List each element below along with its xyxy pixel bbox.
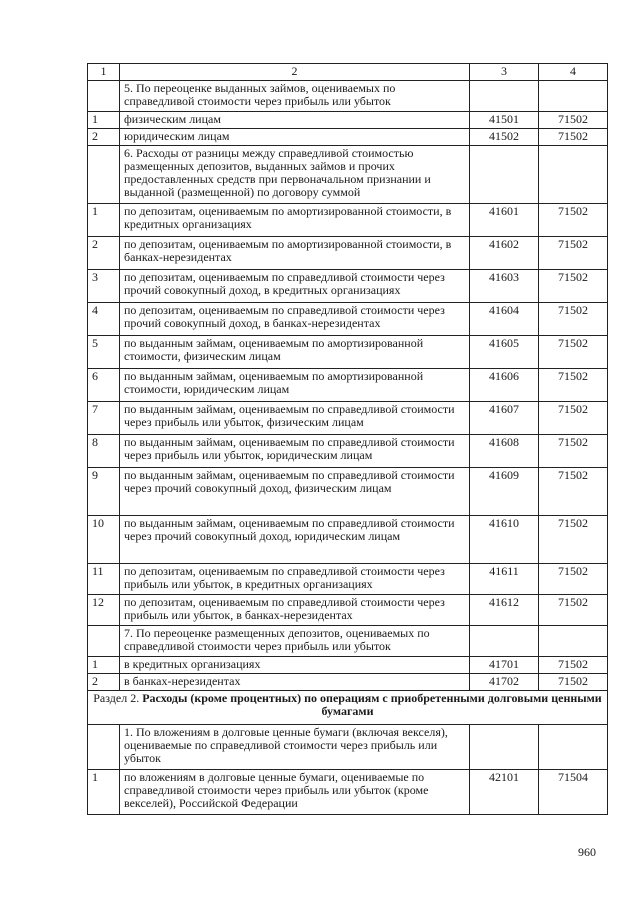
table-row: 11 по депозитам, оцениваемым по справедливой стоимости через прибыль или убыток, в кредитных организациях 41611 71502 [88,564,608,595]
header-cell-4: 4 [539,64,608,81]
account-table [87,63,608,815]
table-row: 10 по выданным займам, оцениваемым по справедливой стоимости через прочий совокупный доход, юридическим лицам 41610 71502 [88,516,608,564]
section-prefix: Раздел 2. [93,691,143,705]
table-row: 1 по вложениям в долговые ценные бумаги, оцениваемые по справедливой стоимости через прибыль или убыток (кроме векселей), Российской Федерации 42101 71504 [88,770,608,815]
table-row: 4 по депозитам, оцениваемым по справедливой стоимости через прочий совокупный доход, в банках-нерезидентах 41604 71502 [88,303,608,336]
table-row: 6 по выданным займам, оцениваемым по амортизированной стоимости, юридическим лицам 41606 71502 [88,369,608,402]
table-row: 1. По вложениям в долговые ценные бумаги (включая векселя), оцениваемые по справедливой стоимости через прибыль или убыток [88,725,608,770]
header-cell-2: 2 [120,64,470,81]
table-row: 2 в банках-нерезидентах 41702 71502 [88,674,608,691]
table-row: 1 в кредитных организациях 41701 71502 [88,657,608,674]
header-cell-3: 3 [470,64,539,81]
table-header-row [88,64,608,81]
table-row: 3 по депозитам, оцениваемым по справедливой стоимости через прочий совокупный доход, в кредитных организациях 41603 71502 [88,270,608,303]
table-row: 1 физическим лицам 41501 71502 [88,112,608,129]
table-row: 9 по выданным займам, оцениваемым по справедливой стоимости через прочий совокупный доход, физическим лицам 41609 71502 [88,468,608,516]
table-row: 5. По переоценке выданных займов, оцениваемых по справедливой стоимости через прибыль или убыток [88,81,608,112]
table-row: 2 по депозитам, оцениваемым по амортизированной стоимости, в банках-нерезидентах 41602 71502 [88,237,608,270]
page-number: 960 [578,845,596,859]
table-row: 8 по выданным займам, оцениваемым по справедливой стоимости через прибыль или убыток, юридическим лицам 41608 71502 [88,435,608,468]
section-heading-row [88,691,608,725]
table-row: 1 по депозитам, оцениваемым по амортизированной стоимости, в кредитных организациях 41601 71502 [88,204,608,237]
table-row: 7 по выданным займам, оцениваемым по справедливой стоимости через прибыль или убыток, физическим лицам 41607 71502 [88,402,608,435]
table-row: 2 юридическим лицам 41502 71502 [88,129,608,146]
section-title: Расходы (кроме процентных) по операциям с приобретенными долговыми ценными бумагами [142,691,602,718]
table-row: 12 по депозитам, оцениваемым по справедливой стоимости через прибыль или убыток, в банках-нерезидентах 41612 71502 [88,595,608,626]
table-row: 6. Расходы от разницы между справедливой стоимостью размещенных депозитов, выданных займов и прочих предоставленных средств при первоначальном признании и выданной (размещенной) по договору суммой [88,146,608,204]
table-row: 5 по выданным займам, оцениваемым по амортизированной стоимости, физическим лицам 41605 71502 [88,336,608,369]
section-heading [88,691,608,725]
header-cell-1: 1 [88,64,120,81]
table-row: 7. По переоценке размещенных депозитов, оцениваемых по справедливой стоимости через прибыль или убыток [88,626,608,657]
